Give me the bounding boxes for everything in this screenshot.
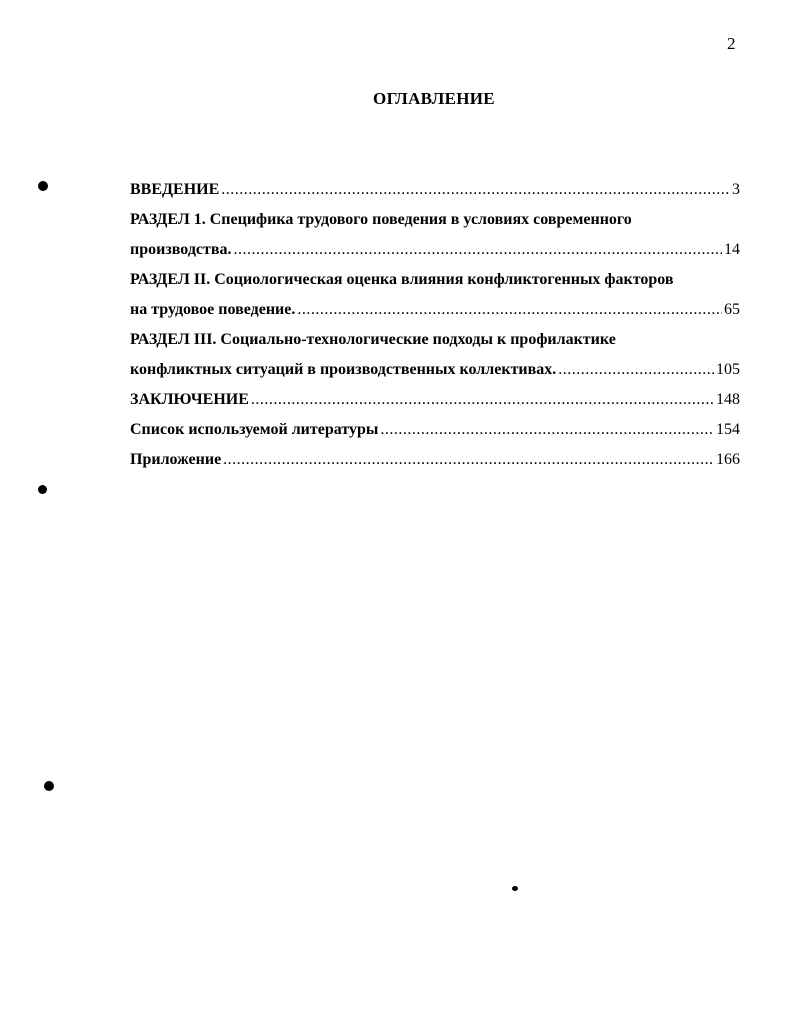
scan-speck: [512, 886, 518, 891]
table-of-contents: [130, 175, 740, 475]
toc-page-number: 105: [716, 361, 740, 378]
toc-entry-section-1-cont[interactable]: [130, 235, 740, 265]
toc-entry-label: конфликтных ситуаций в производственных коллективах.: [130, 361, 557, 378]
toc-entry-label: РАЗДЕЛ II. Социологическая оценка влияния конфликтогенных факторов: [130, 271, 674, 288]
toc-leader-dots: [223, 445, 714, 475]
toc-entry-label: Список используемой литературы: [130, 421, 379, 438]
toc-entry-conclusion[interactable]: [130, 385, 740, 415]
toc-leader-dots: [297, 295, 722, 325]
toc-entry-introduction[interactable]: [130, 175, 740, 205]
scan-speck: [38, 181, 48, 191]
scan-speck: [44, 781, 54, 791]
toc-leader-dots: [380, 415, 714, 445]
toc-entry-label: производства.: [130, 241, 232, 258]
page-title: ОГЛАВЛЕНИЕ: [373, 89, 495, 108]
scan-speck: [38, 485, 47, 494]
toc-page-number: 3: [732, 181, 740, 198]
toc-leader-dots: [234, 235, 722, 265]
toc-entry-section-3-cont[interactable]: [130, 355, 740, 385]
toc-leader-dots: [251, 385, 714, 415]
toc-entry-label: РАЗДЕЛ III. Социально-технологические подходы к профилактике: [130, 331, 616, 348]
toc-entry-label: Приложение: [130, 451, 222, 468]
toc-page-number: 148: [716, 391, 740, 408]
toc-entry-label: ВВЕДЕНИЕ: [130, 181, 220, 198]
toc-page-number: 166: [716, 451, 740, 468]
toc-entry-section-2-cont[interactable]: [130, 295, 740, 325]
toc-page-number: 14: [724, 241, 740, 258]
toc-leader-dots: [221, 175, 730, 205]
toc-entry-label: РАЗДЕЛ 1. Специфика трудового поведения в условиях современного: [130, 211, 632, 228]
toc-entry-label: ЗАКЛЮЧЕНИЕ: [130, 391, 249, 408]
toc-entry-references[interactable]: [130, 415, 740, 445]
toc-page-number: 154: [716, 421, 740, 438]
toc-entry-section-1[interactable]: [130, 205, 740, 235]
toc-leader-dots: [558, 355, 714, 385]
page-number: 2: [727, 34, 736, 53]
toc-entry-appendix[interactable]: [130, 445, 740, 475]
toc-entry-section-3[interactable]: [130, 325, 740, 355]
toc-page-number: 65: [724, 301, 740, 318]
toc-entry-section-2[interactable]: [130, 265, 740, 295]
toc-entry-label: на трудовое поведение.: [130, 301, 296, 318]
